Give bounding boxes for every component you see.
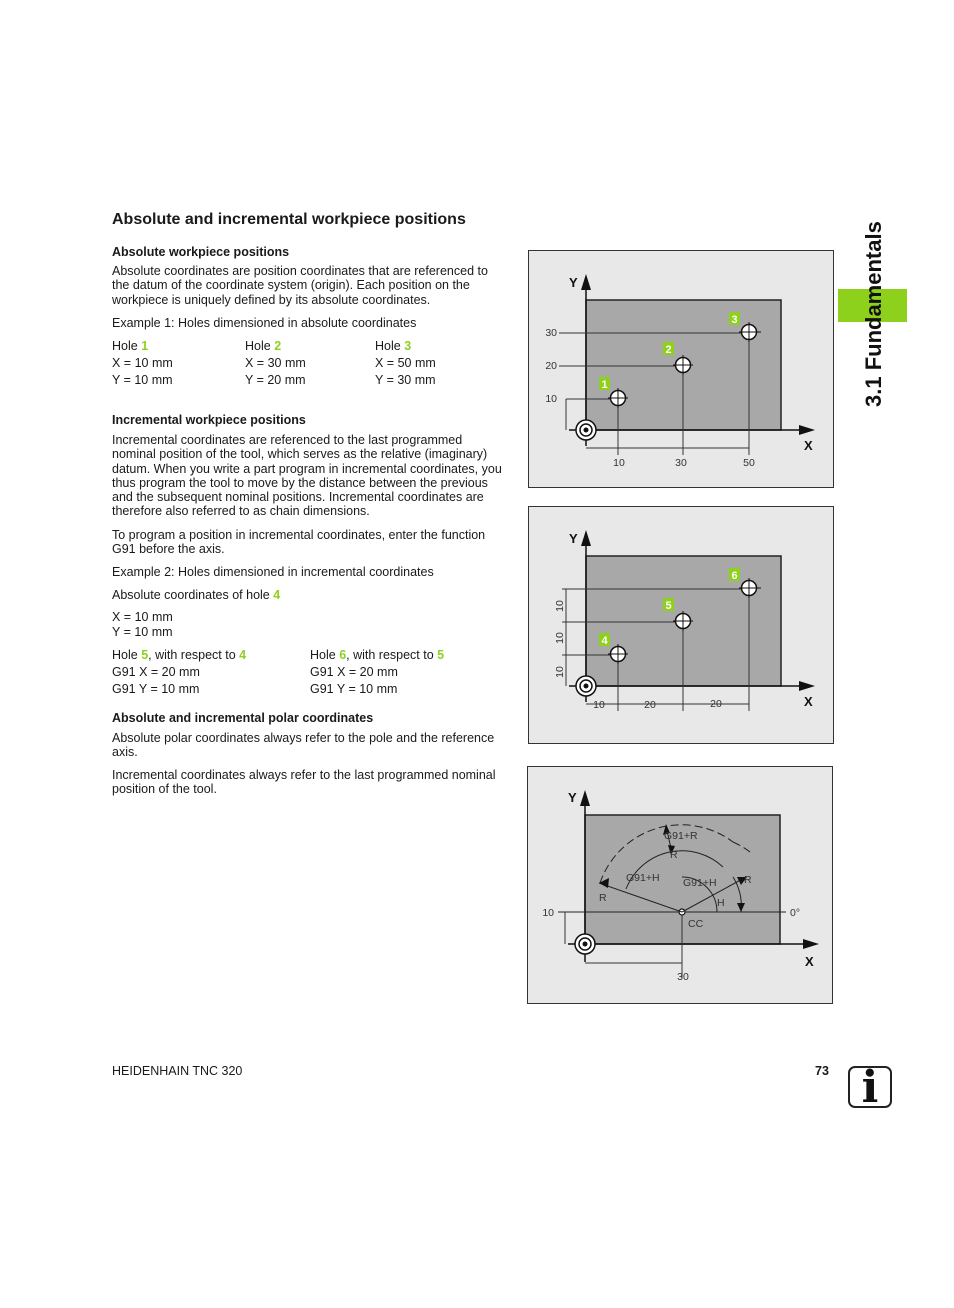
y-axis-label: Y <box>568 790 577 805</box>
x-axis-arrow <box>799 425 815 435</box>
inc-body-2: To program a position in incremental coordinates, enter the function G91 before the axis. <box>112 528 486 557</box>
y-axis-label: Y <box>569 531 578 546</box>
y-tick-10: 10 <box>545 393 557 405</box>
pole-label: CC <box>688 918 704 930</box>
hole-5-x: G91 X = 20 mm <box>112 665 200 679</box>
label-g91h-left: G91+H <box>626 872 660 884</box>
x-axis-label: X <box>804 438 813 453</box>
x-tick-30: 30 <box>675 457 687 469</box>
polar-body-2: Incremental coordinates always refer to the last programmed nominal position of the tool. <box>112 768 496 797</box>
info-icon-glyph: i <box>861 1062 879 1113</box>
hole-2-title: Hole 2 <box>245 339 282 353</box>
hole-1-badge: 1 <box>601 379 608 391</box>
abs-body: Absolute coordinates are position coordinates that are referenced to the datum of the coordinate system (origin). Each position on the workpiece is uniquely defined by its absolute coordinates. <box>112 264 488 307</box>
abs-hole-4-x: X = 10 mm <box>112 610 173 624</box>
x-dim-20-b: 20 <box>710 698 722 710</box>
hole-4-badge: 4 <box>601 635 608 647</box>
polar-body-1: Absolute polar coordinates always refer to the pole and the reference axis. <box>112 731 495 760</box>
label-r-right: R <box>744 874 752 886</box>
hole-5-title: Hole 5, with respect to 4 <box>112 648 247 662</box>
hole-3-title: Hole 3 <box>375 339 412 353</box>
label-g91h-right: G91+H <box>683 877 717 889</box>
polar-heading: Absolute and incremental polar coordinates <box>112 711 374 725</box>
hole-2-y: Y = 20 mm <box>245 373 306 387</box>
chapter-title-vertical: 3.1 Fundamentals <box>861 221 886 407</box>
x-tick-30: 30 <box>677 971 689 983</box>
page-number: 73 <box>815 1064 829 1078</box>
hole-3-y: Y = 30 mm <box>375 373 436 387</box>
hole-3-x: X = 50 mm <box>375 356 436 370</box>
zero-angle-label: 0° <box>790 907 801 919</box>
hole-3-badge: 3 <box>731 314 738 326</box>
y-tick-10: 10 <box>542 907 554 919</box>
hole-1-x: X = 10 mm <box>112 356 173 370</box>
x-tick-50: 50 <box>743 457 755 469</box>
section-title: Absolute and incremental workpiece positions <box>112 211 466 228</box>
label-h: H <box>717 897 725 909</box>
hole-2-x: X = 30 mm <box>245 356 306 370</box>
abs-example: Example 1: Holes dimensioned in absolute coordinates <box>112 316 417 330</box>
y-dim-10-a: 10 <box>554 666 566 678</box>
inc-example: Example 2: Holes dimensioned in incremental coordinates <box>112 565 434 579</box>
y-tick-30: 30 <box>545 327 557 339</box>
figure-3-drawing <box>528 767 832 1003</box>
y-dim-10-c: 10 <box>554 600 566 612</box>
figure-1-drawing <box>529 251 833 487</box>
hole-1-title: Hole 1 <box>112 339 149 353</box>
figure-2-drawing <box>529 507 833 743</box>
hole-5-y: G91 Y = 10 mm <box>112 682 200 696</box>
abs-hole-4-y: Y = 10 mm <box>112 625 173 639</box>
x-dim-20-a: 20 <box>644 699 656 711</box>
hole-1-y: Y = 10 mm <box>112 373 173 387</box>
y-axis-label: Y <box>569 275 578 290</box>
info-icon <box>848 1062 892 1113</box>
x-dim-10: 10 <box>593 699 605 711</box>
label-r-top: R <box>670 849 678 861</box>
x-tick-10: 10 <box>613 457 625 469</box>
hole-6-badge: 6 <box>731 570 738 582</box>
footer-brand: HEIDENHAIN TNC 320 <box>112 1064 243 1078</box>
y-tick-20: 20 <box>545 360 557 372</box>
y-dim-10-b: 10 <box>554 632 566 644</box>
hole-5-badge: 5 <box>665 600 672 612</box>
y-axis-arrow <box>581 274 591 290</box>
x-axis-label: X <box>804 694 813 709</box>
label-g91r: G91+R <box>664 830 698 842</box>
inc-heading: Incremental workpiece positions <box>112 413 306 427</box>
figure-absolute-coordinates <box>528 250 834 488</box>
abs-heading: Absolute workpiece positions <box>112 245 290 259</box>
hole-6-x: G91 X = 20 mm <box>310 665 398 679</box>
x-axis-label: X <box>805 954 814 969</box>
hole-6-y: G91 Y = 10 mm <box>310 682 398 696</box>
figure-polar-coordinates <box>527 766 833 1004</box>
figure-incremental-coordinates <box>528 506 834 744</box>
hole-2-badge: 2 <box>665 344 672 356</box>
inc-body-1: Incremental coordinates are referenced to the last programmed nominal position of the tool, which serves as the relative (imaginary) datum. When you write a part program in incremental coordinates, you thus program the tool to move by the distance between the previous and the subsequent nominal positions. Incremental coordinates are therefore also referred to as chain dimensions. <box>112 433 502 519</box>
label-r-left: R <box>599 892 607 904</box>
abs-hole-4-label: Absolute coordinates of hole 4 <box>112 588 281 602</box>
hole-6-title: Hole 6, with respect to 5 <box>310 648 445 662</box>
